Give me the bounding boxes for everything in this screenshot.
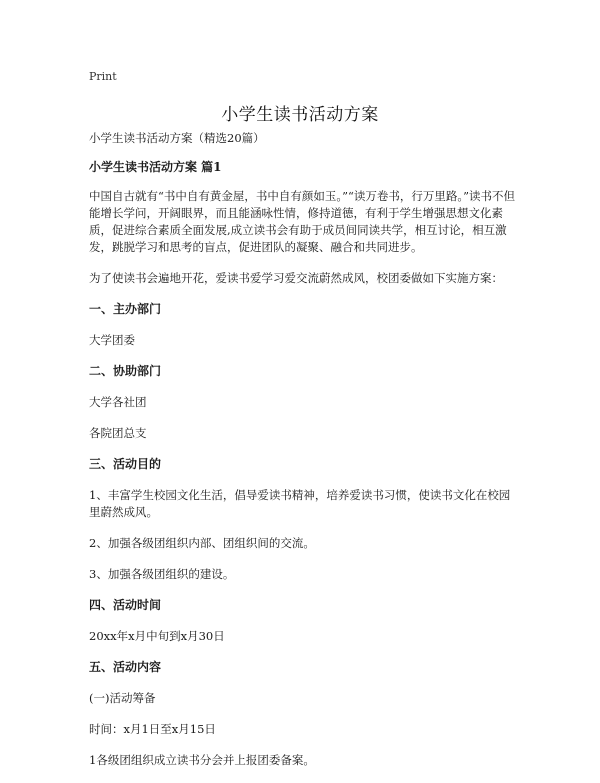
heading-assist: 二、协助部门	[89, 364, 162, 378]
assist-org-2: 各院团总支	[89, 426, 147, 440]
section-title: 小学生读书活动方案 篇1	[89, 160, 222, 174]
content-time: 时间：x月1日至x月15日	[89, 722, 216, 736]
assist-org-1: 大学各社团	[89, 395, 147, 409]
intro-paragraph-2: 为了使读书会遍地开花，爱读书爱学习爱交流蔚然成风，校团委做如下实施方案：	[89, 271, 503, 285]
content-subheading: (一)活动筹备	[89, 691, 156, 705]
print-label[interactable]: Print	[89, 70, 117, 83]
page-title: 小学生读书活动方案	[221, 105, 379, 125]
goal-2: 2、加强各级团组织内部、团组织间的交流。	[89, 536, 315, 550]
doc-subtitle: 小学生读书活动方案（精选20篇）	[89, 131, 265, 145]
heading-goals: 三、活动目的	[89, 457, 162, 471]
goal-1: 1、丰富学生校园文化生活，倡导爱读书精神，培养爱读书习惯，使读书文化在校园里蔚然成风。	[89, 488, 511, 519]
goal-3: 3、加强各级团组织的建设。	[89, 567, 235, 581]
content-item-1: 1各级团组织成立读书分会并上报团委备案。	[89, 753, 315, 767]
intro-paragraph-1: 中国自古就有“书中自有黄金屋，书中自有颜如玉。”“读万卷书，行万里路。”读书不但能增长学问，开阔眼界，而且能涵咏性情，修持道德，有利于学生增强思想文化素质，促进综合素质全面发展,成立读书会有助于成员间同读共学，相互讨论，相互激发，跳脱学习和思考的盲点，促进团队的凝聚、融合和共同进步。	[89, 189, 516, 254]
heading-content: 五、活动内容	[89, 660, 162, 674]
host-org: 大学团委	[89, 333, 135, 347]
heading-host: 一、主办部门	[89, 302, 162, 316]
heading-time: 四、活动时间	[89, 598, 162, 612]
time-text: 20xx年x月中旬到x月30日	[89, 629, 225, 643]
document-body	[89, 130, 521, 783]
